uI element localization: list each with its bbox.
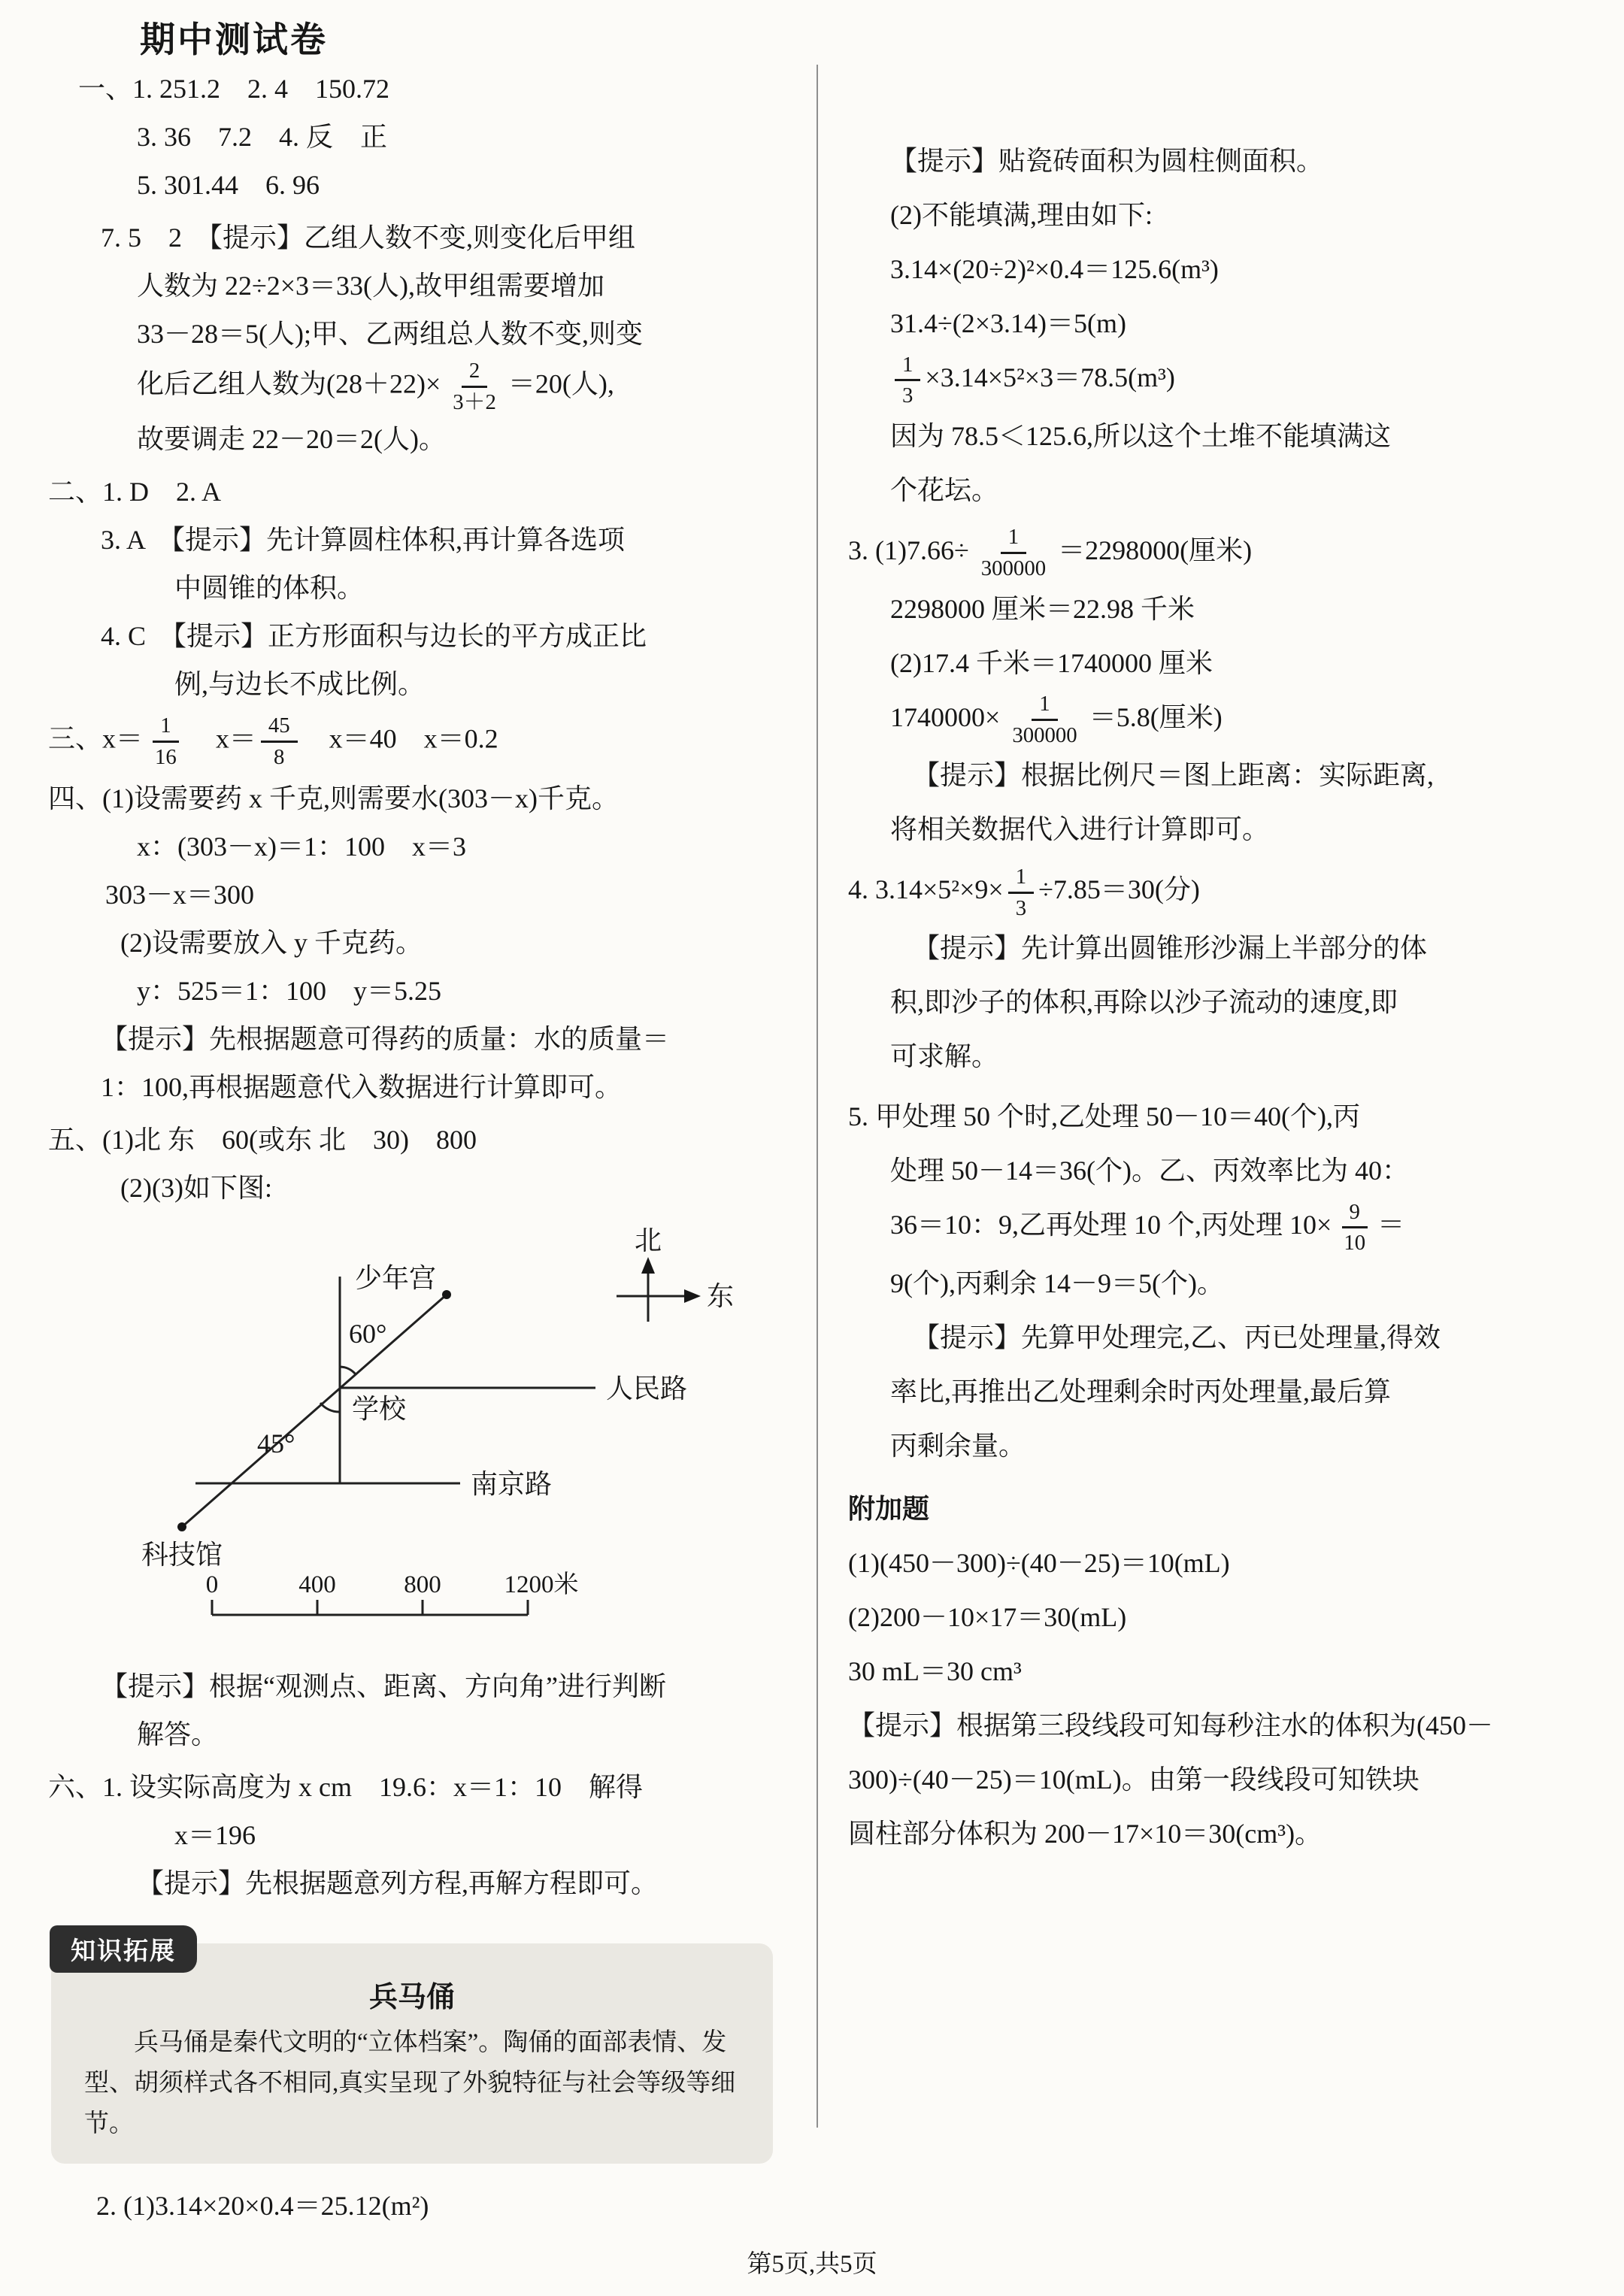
text-line: 33－28＝5(人);甲、乙两组总人数不变,则变 — [137, 319, 643, 349]
angle-arc-upper — [340, 1367, 356, 1374]
direction-map-diagram — [69, 1224, 786, 1649]
text-line: 4. C 【提示】正方形面积与边长的平方成正比 — [101, 621, 647, 652]
knowledge-box-body: 兵马俑是秦代文明的“立体档案”。陶俑的面部表情、发型、胡须样式各不相同,真实呈现了外貌特征与社会等级等细节。 — [84, 2029, 736, 2138]
text-line: 可求解。 — [890, 1041, 999, 1072]
north-label: 北 — [634, 1225, 662, 1256]
text-line: (2)不能填满,理由如下: — [890, 200, 1153, 230]
right-lines — [848, 134, 1592, 1861]
text-line: 圆柱部分体积为 200－17×10＝30(cm³)。 — [848, 1818, 1323, 1849]
fraction: $\frac{1}{300000}$ — [1012, 692, 1077, 747]
text-line: 3. 36 7.2 4. 反 正 — [137, 122, 388, 152]
two-column-layout — [0, 65, 1624, 2230]
knowledge-box — [51, 1938, 773, 2164]
fraction: $\frac{2}{3+2}$ — [453, 359, 496, 414]
text-line: (1)(450－300)÷(40－25)＝10(mL) — [848, 1547, 1230, 1578]
text-line: 五、(1)北 东 60(或东 北 30) 800 — [48, 1125, 477, 1156]
compass — [617, 1225, 734, 1322]
text-line: 【提示】根据“观测点、距离、方向角”进行判断 — [101, 1671, 666, 1702]
map-svg — [69, 1224, 776, 1645]
text-line: x：(303－x)＝1：100 x＝3 — [137, 831, 466, 862]
text-line: 7. 5 2 【提示】乙组人数不变,则变化后甲组 — [101, 223, 636, 253]
text-line: 5. 301.44 6. 96 — [137, 170, 320, 200]
scale-1200-label: 1200米 — [504, 1571, 579, 1599]
knowledge-box-title: 兵马俑 — [368, 1982, 455, 2014]
text-line: 【提示】根据比例尺＝图上距离：实际距离, — [913, 760, 1435, 791]
text-line: 人数为 22÷2×3＝33(人),故甲组需要增加 — [137, 271, 605, 301]
text-line: 【提示】贴瓷砖面积为圆柱侧面积。 — [890, 146, 1324, 176]
text-line: 故要调走 22－20＝2(人)。 — [137, 424, 446, 455]
text-line: 二、1. D 2. A — [48, 477, 222, 507]
text-line: 一、1. 251.2 2. 4 150.72 — [78, 74, 390, 104]
angle-45-label: 45° — [257, 1428, 295, 1459]
scale-bar — [206, 1571, 579, 1615]
youth-palace-dot — [442, 1290, 451, 1299]
text-line: 5. 甲处理 50 个时,乙处理 50－10＝40(个),丙 — [848, 1101, 1360, 1132]
compass-north-arrow — [641, 1257, 655, 1274]
sight-line — [182, 1295, 447, 1527]
text-line: 处理 50－14＝36(个)。乙、丙效率比为 40： — [890, 1156, 1409, 1186]
left-column — [0, 65, 786, 2230]
text-line: 3.14×(20÷2)²×0.4＝125.6(m³) — [890, 254, 1219, 284]
text-line: $\frac{1}{3}$ ×3.14×5²×3＝78.5(m³) — [848, 350, 1592, 409]
fraction: $\frac{9}{10}$ — [1336, 1199, 1373, 1256]
text-line: 3. A 【提示】先计算圆柱体积,再计算各选项 — [101, 525, 626, 556]
text-line: 丙剩余量。 — [890, 1430, 1026, 1461]
text-line: 303－x＝300 — [105, 880, 255, 910]
text-line: 例,与边长不成比例。 — [174, 669, 426, 700]
right-column — [786, 65, 1624, 1861]
text-line: 六、1. 设实际高度为 x cm 19.6：x＝1：10 解得 — [48, 1772, 643, 1803]
text-line: 化后乙组人数为(28＋22)× $\frac{2}{3+2}$ ＝20(人), — [137, 359, 614, 414]
text-line: 【提示】先算甲处理完,乙、丙已处理量,得效 — [913, 1322, 1441, 1352]
text-line: 300)÷(40－25)＝10(mL)。由第一段线段可知铁块 — [848, 1764, 1419, 1795]
text-line: 附加题 — [848, 1493, 930, 1524]
youth-palace-label: 少年宫 — [354, 1263, 436, 1294]
fraction: $\frac{45}{8}$ — [261, 713, 298, 770]
text-line: 因为 78.5＜125.6,所以这个土堆不能填满这 — [890, 420, 1392, 451]
science-museum-label: 科技馆 — [141, 1540, 223, 1571]
page-title: 期中测试卷 — [140, 21, 328, 60]
text-line: 4. 3.14×5²×9× $\frac{1}{3}$ ÷7.85＝30(分) — [848, 865, 1200, 920]
text-line: 3. (1)7.66÷ $\frac{1}{300000}$ ＝2298000(厘米) — [848, 525, 1253, 581]
text-line: 1740000× $\frac{1}{300000}$ ＝5.8(厘米) — [890, 692, 1223, 747]
angle-60-label: 60° — [349, 1319, 387, 1349]
scale-800-label: 800 — [404, 1571, 441, 1599]
renmin-road-label: 人民路 — [606, 1374, 688, 1404]
fraction: $\frac{1}{300000}$ — [980, 525, 1047, 581]
text-line: 2. (1)3.14×20×0.4＝25.12(m²) — [96, 2191, 429, 2222]
text-line: (2)17.4 千米＝1740000 厘米 — [890, 647, 1213, 678]
text-line: 解答。 — [137, 1719, 219, 1750]
text-line: 将相关数据代入进行计算即可。 — [890, 814, 1270, 845]
school-label: 学校 — [352, 1394, 407, 1425]
text-line: 1：100,再根据题意代入数据进行计算即可。 — [101, 1072, 623, 1103]
text-line: 率比,再推出乙处理剩余时丙处理量,最后算 — [890, 1376, 1392, 1407]
text-line: 【提示】先根据题意可得药的质量：水的质量＝ — [101, 1024, 670, 1055]
text-line: x＝196 — [174, 1820, 256, 1851]
text-line: 9(个),丙剩余 14－9＝5(个)。 — [890, 1268, 1224, 1298]
scale-400-label: 400 — [298, 1571, 336, 1599]
fraction: $\frac{1}{3}$ — [895, 352, 920, 409]
knowledge-box-badge: 知识拓展 — [50, 1925, 197, 1973]
text-line: 中圆锥的体积。 — [174, 573, 365, 604]
text-line: 31.4÷(2×3.14)＝5(m) — [890, 308, 1127, 338]
text-line: 【提示】根据第三段线段可知每秒注水的体积为(450－ — [848, 1710, 1493, 1740]
east-label: 东 — [707, 1281, 735, 1312]
left-lines-bottom — [48, 2182, 786, 2230]
text-line: 36＝10：9,乙再处理 10 个,丙处理 10× $\frac{9}{10}$ ＝ — [890, 1199, 1405, 1256]
text-line: (2)200－10×17＝30(mL) — [848, 1601, 1127, 1632]
fraction: $\frac{1}{16}$ — [147, 713, 184, 770]
text-line: y：525＝1：100 y＝5.25 — [137, 976, 441, 1007]
page-footer: 第5页,共5页 — [747, 2251, 877, 2278]
text-line: 30 mL＝30 cm³ — [848, 1655, 1022, 1686]
text-line: 三、x＝ $\frac{1}{16}$ x＝ $\frac{45}{8}$ x＝40 x＝0.2 — [48, 713, 498, 769]
text-line: (2)设需要放入 y 千克药。 — [120, 928, 423, 959]
nanjing-road-label: 南京路 — [471, 1469, 553, 1500]
text-line: 四、(1)设需要药 x 千克,则需要水(303－x)千克。 — [48, 783, 619, 814]
text-line: 积,即沙子的体积,再除以沙子流动的速度,即 — [890, 987, 1398, 1018]
left-lines-top — [48, 65, 786, 1212]
text-line: 个花坛。 — [890, 474, 999, 505]
text-line: 【提示】先计算出圆锥形沙漏上半部分的体 — [913, 933, 1428, 964]
text-line: 2298000 厘米＝22.98 千米 — [890, 593, 1195, 624]
text-line: 【提示】先根据题意列方程,再解方程即可。 — [137, 1868, 659, 1899]
scale-0-label: 0 — [205, 1571, 219, 1599]
science-museum-dot — [177, 1522, 186, 1531]
text-line: (2)(3)如下图: — [120, 1173, 272, 1204]
fraction: $\frac{1}{3}$ — [1008, 864, 1034, 921]
compass-east-arrow — [684, 1289, 701, 1303]
left-lines-mid — [48, 1662, 786, 1907]
